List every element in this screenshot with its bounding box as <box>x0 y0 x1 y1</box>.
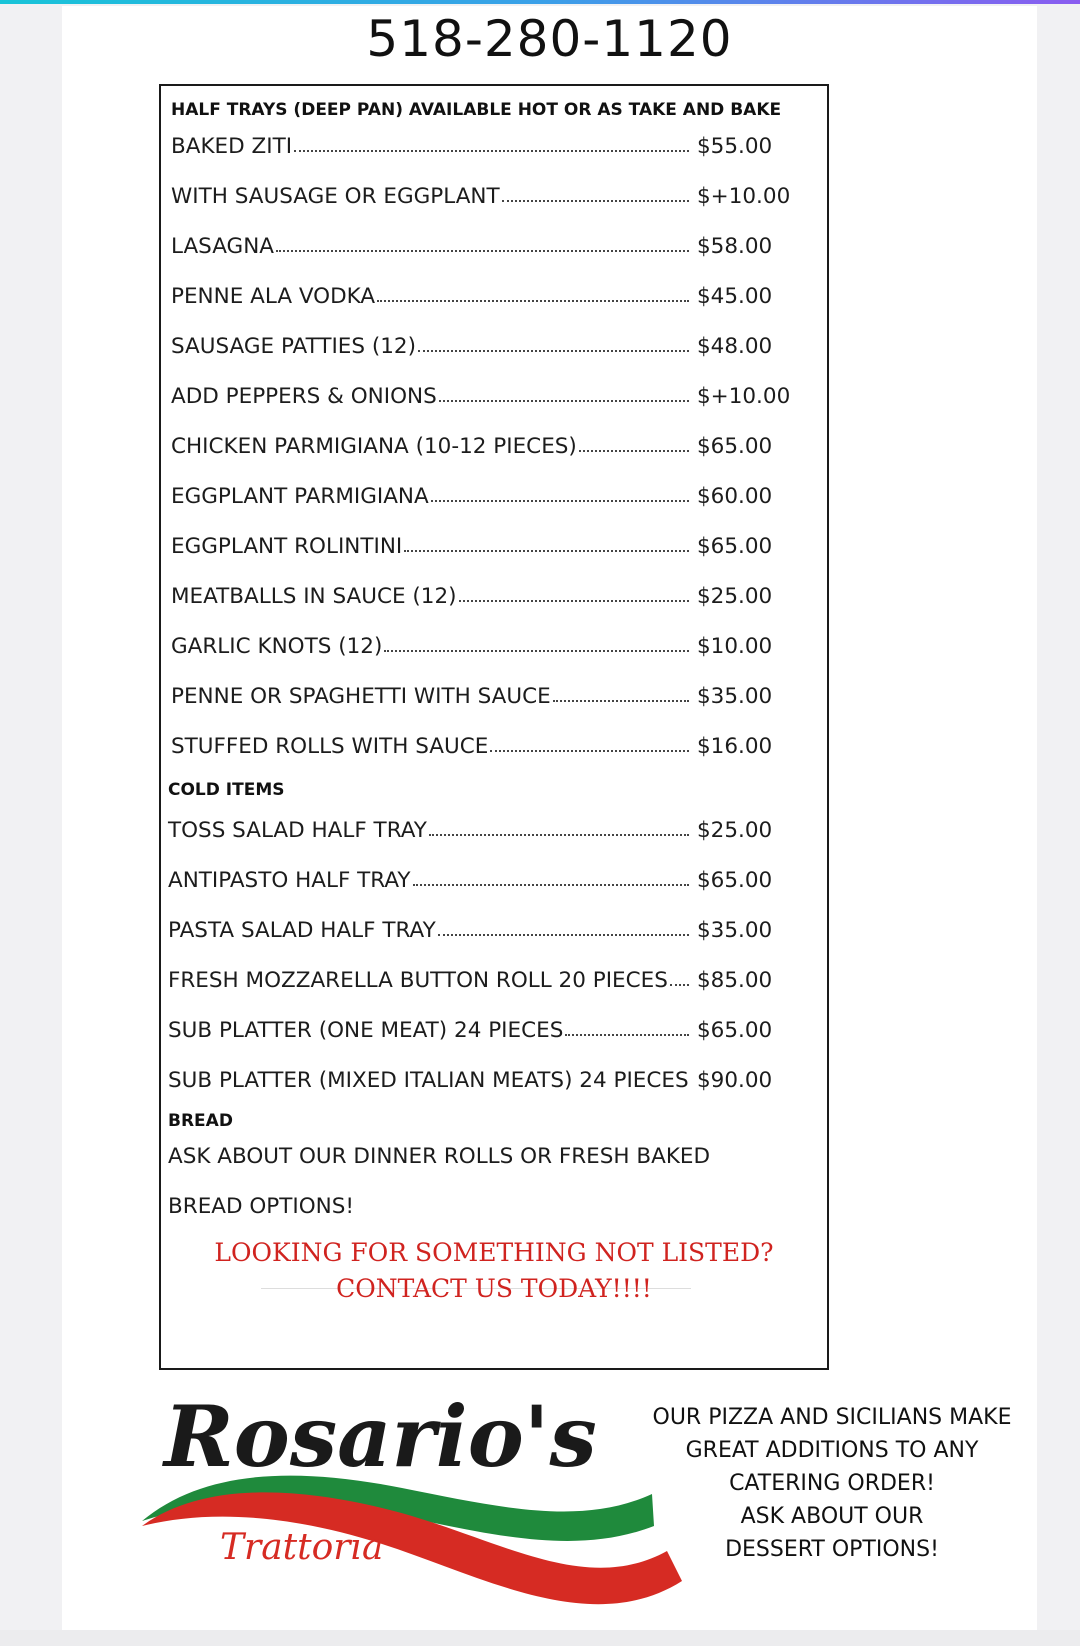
leader-dots <box>384 650 689 652</box>
side-note-line-1: OUR PIZZA AND SICILIANS MAKE <box>652 1405 1012 1430</box>
leader-dots <box>438 934 689 936</box>
menu-item-price: $+10.00 <box>697 384 791 409</box>
leader-dots <box>579 450 689 452</box>
menu-item-price: $48.00 <box>697 334 773 359</box>
menu-item-name: WITH SAUSAGE OR EGGPLANT <box>171 184 500 209</box>
menu-item-row <box>168 968 801 998</box>
menu-item-price: $58.00 <box>697 234 773 259</box>
side-note-line-4: ASK ABOUT OUR <box>740 1504 924 1529</box>
leader-dots <box>431 500 689 502</box>
leader-dots <box>377 300 689 302</box>
menu-item-price: $65.00 <box>697 1018 773 1043</box>
side-note-line-5: DESSERT OPTIONS! <box>725 1537 939 1562</box>
menu-item-price: $60.00 <box>697 484 773 509</box>
cold-section-heading: COLD ITEMS <box>168 780 285 800</box>
rosarios-logo <box>142 1376 702 1631</box>
side-note-line-2: GREAT ADDITIONS TO ANY <box>685 1438 979 1463</box>
menu-item-name: ADD PEPPERS & ONIONS <box>171 384 437 409</box>
side-note <box>642 1401 1022 1566</box>
menu-item-price: $45.00 <box>697 284 773 309</box>
bread-section-heading: BREAD <box>168 1111 233 1131</box>
leader-dots <box>439 400 689 402</box>
leader-dots <box>553 700 689 702</box>
menu-item-name: SUB PLATTER (MIXED ITALIAN MEATS) 24 PIECES <box>168 1068 689 1093</box>
menu-item-row <box>171 534 801 564</box>
menu-item-row <box>171 184 801 214</box>
menu-item-row <box>171 284 801 314</box>
menu-page <box>62 6 1037 1631</box>
menu-item-price: $55.00 <box>697 134 773 159</box>
leader-dots <box>413 884 689 886</box>
menu-item-price: $35.00 <box>697 918 773 943</box>
hot-section-heading: HALF TRAYS (DEEP PAN) AVAILABLE HOT OR AS TAKE AND BAKE <box>171 100 782 120</box>
menu-item-row <box>171 234 801 264</box>
menu-item-row <box>171 734 801 764</box>
menu-item-name: SUB PLATTER (ONE MEAT) 24 PIECES <box>168 1018 564 1043</box>
menu-item-price: $+10.00 <box>697 184 791 209</box>
menu-item-row <box>168 868 801 898</box>
menu-item-name: FRESH MOZZARELLA BUTTON ROLL 20 PIECES <box>168 968 668 993</box>
leader-dots <box>459 600 689 602</box>
menu-item-name: GARLIC KNOTS (12) <box>171 634 383 659</box>
leader-dots <box>502 200 689 202</box>
menu-item-row <box>171 384 801 414</box>
menu-item-row <box>171 684 801 714</box>
top-accent-bar <box>0 0 1080 4</box>
menu-item-name: PENNE OR SPAGHETTI WITH SAUCE <box>171 684 551 709</box>
logo-name: Rosario's <box>164 1387 597 1486</box>
leader-dots <box>429 834 689 836</box>
menu-item-row <box>171 484 801 514</box>
catering-menu-title <box>826 84 956 1374</box>
leader-dots <box>294 150 689 152</box>
menu-item-name: MEATBALLS IN SAUCE (12) <box>171 584 457 609</box>
menu-item-row <box>171 334 801 364</box>
bread-text-line-1: ASK ABOUT OUR DINNER ROLLS OR FRESH BAKED <box>168 1144 711 1169</box>
menu-box <box>159 84 829 1370</box>
menu-item-row <box>171 584 801 614</box>
leader-dots <box>565 1034 689 1036</box>
logo-subtitle: Trattoria <box>220 1527 384 1568</box>
leader-dots <box>490 750 689 752</box>
menu-item-price: $65.00 <box>697 534 773 559</box>
menu-item-name: TOSS SALAD HALF TRAY <box>168 818 427 843</box>
menu-item-price: $10.00 <box>697 634 773 659</box>
menu-item-price: $65.00 <box>697 434 773 459</box>
contact-note-line-1: LOOKING FOR SOMETHING NOT LISTED? <box>214 1238 774 1267</box>
bread-text-line-2: BREAD OPTIONS! <box>168 1194 355 1219</box>
leader-dots <box>404 550 689 552</box>
leader-dots <box>276 250 689 252</box>
menu-item-name: PASTA SALAD HALF TRAY <box>168 918 436 943</box>
menu-item-row <box>168 818 801 848</box>
menu-item-price: $16.00 <box>697 734 773 759</box>
menu-item-row <box>168 918 801 948</box>
bottom-bar <box>0 1630 1080 1646</box>
menu-item-name: EGGPLANT PARMIGIANA <box>171 484 429 509</box>
menu-item-name: SAUSAGE PATTIES (12) <box>171 334 417 359</box>
menu-item-price: $65.00 <box>697 868 773 893</box>
menu-item-row <box>168 1068 801 1098</box>
leader-dots <box>670 984 689 986</box>
menu-item-row <box>171 134 801 164</box>
menu-item-name: STUFFED ROLLS WITH SAUCE <box>171 734 489 759</box>
menu-item-price: $25.00 <box>697 584 773 609</box>
menu-item-row <box>171 434 801 464</box>
menu-item-price: $25.00 <box>697 818 773 843</box>
menu-item-row <box>171 634 801 664</box>
menu-item-price: $85.00 <box>697 968 773 993</box>
menu-item-price: $35.00 <box>697 684 773 709</box>
menu-item-name: EGGPLANT ROLINTINI <box>171 534 403 559</box>
menu-item-name: ANTIPASTO HALF TRAY <box>168 868 411 893</box>
menu-item-price: $90.00 <box>697 1068 773 1093</box>
menu-item-row <box>168 1018 801 1048</box>
contact-note-line-2: CONTACT US TODAY!!!! <box>336 1274 652 1303</box>
side-note-line-3: CATERING ORDER! <box>729 1471 935 1496</box>
menu-item-name: BAKED ZITI <box>171 134 293 159</box>
menu-item-name: LASAGNA <box>171 234 275 259</box>
phone-number: 518-280-1120 <box>366 10 733 68</box>
leader-dots <box>418 350 689 352</box>
menu-item-name: PENNE ALA VODKA <box>171 284 376 309</box>
menu-item-name: CHICKEN PARMIGIANA (10-12 PIECES) <box>171 434 577 459</box>
